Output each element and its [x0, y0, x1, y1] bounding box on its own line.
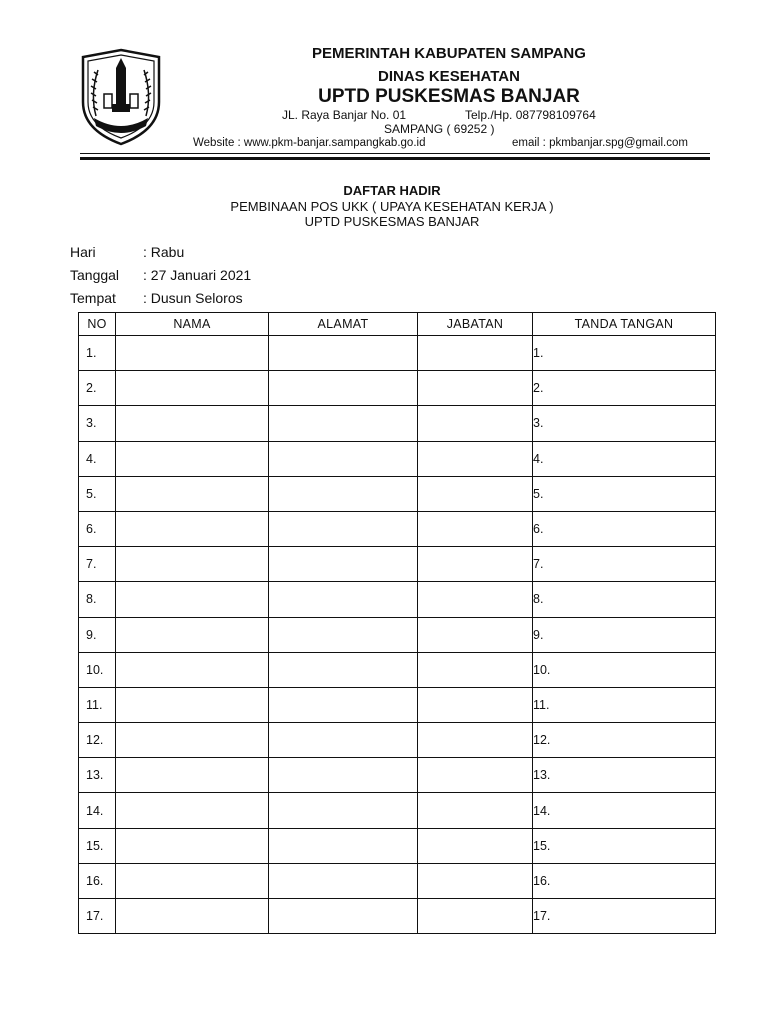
alamat-cell[interactable]	[269, 441, 418, 476]
letterhead-divider-thick	[80, 157, 710, 160]
letterhead-website: Website : www.pkm-banjar.sampangkab.go.id	[193, 137, 426, 149]
nama-cell[interactable]	[116, 336, 269, 371]
alamat-cell[interactable]	[269, 617, 418, 652]
signature-cell[interactable]: 10.	[533, 652, 716, 687]
jabatan-cell[interactable]	[418, 582, 533, 617]
table-row	[79, 371, 716, 406]
jabatan-cell[interactable]	[418, 863, 533, 898]
table-row	[79, 863, 716, 898]
row-number: 1.	[79, 336, 116, 371]
row-number: 2.	[79, 371, 116, 406]
nama-cell[interactable]	[116, 371, 269, 406]
signature-cell[interactable]: 8.	[533, 582, 716, 617]
jabatan-cell[interactable]	[418, 511, 533, 546]
jabatan-cell[interactable]	[418, 687, 533, 722]
row-number: 3.	[79, 406, 116, 441]
table-row	[79, 758, 716, 793]
letterhead-unit: UPTD PUSKESMAS BANJAR	[318, 86, 580, 107]
row-number: 11.	[79, 687, 116, 722]
jabatan-cell[interactable]	[418, 441, 533, 476]
tempat-value: : Dusun Seloros	[143, 290, 243, 306]
nama-cell[interactable]	[116, 863, 269, 898]
row-number: 13.	[79, 758, 116, 793]
signature-cell[interactable]: 5.	[533, 476, 716, 511]
jabatan-cell[interactable]	[418, 336, 533, 371]
nama-cell[interactable]	[116, 406, 269, 441]
table-header-row	[79, 313, 716, 336]
signature-cell[interactable]: 16.	[533, 863, 716, 898]
row-number: 17.	[79, 899, 116, 934]
table-row	[79, 828, 716, 863]
nama-cell[interactable]	[116, 441, 269, 476]
alamat-cell[interactable]	[269, 899, 418, 934]
alamat-cell[interactable]	[269, 511, 418, 546]
table-row	[79, 899, 716, 934]
table-row	[79, 793, 716, 828]
jabatan-cell[interactable]	[418, 547, 533, 582]
header-alamat: ALAMAT	[269, 313, 418, 336]
alamat-cell[interactable]	[269, 582, 418, 617]
signature-cell[interactable]: 11.	[533, 687, 716, 722]
letterhead-divider-thin	[80, 153, 710, 154]
nama-cell[interactable]	[116, 476, 269, 511]
letterhead-city: SAMPANG ( 69252 )	[384, 122, 495, 136]
header-no: NO	[79, 313, 116, 336]
nama-cell[interactable]	[116, 828, 269, 863]
row-number: 15.	[79, 828, 116, 863]
table-row	[79, 652, 716, 687]
alamat-cell[interactable]	[269, 652, 418, 687]
row-number: 6.	[79, 511, 116, 546]
row-number: 8.	[79, 582, 116, 617]
signature-cell[interactable]: 2.	[533, 371, 716, 406]
nama-cell[interactable]	[116, 582, 269, 617]
alamat-cell[interactable]	[269, 406, 418, 441]
nama-cell[interactable]	[116, 793, 269, 828]
nama-cell[interactable]	[116, 899, 269, 934]
letterhead-department: DINAS KESEHATAN	[378, 68, 520, 85]
alamat-cell[interactable]	[269, 476, 418, 511]
alamat-cell[interactable]	[269, 336, 418, 371]
signature-cell[interactable]: 9.	[533, 617, 716, 652]
row-number: 10.	[79, 652, 116, 687]
jabatan-cell[interactable]	[418, 476, 533, 511]
table-row	[79, 441, 716, 476]
row-number: 9.	[79, 617, 116, 652]
tanggal-label: Tanggal	[70, 267, 120, 283]
row-number: 14.	[79, 793, 116, 828]
tanggal-value: : 27 Januari 2021	[143, 267, 252, 283]
nama-cell[interactable]	[116, 617, 269, 652]
alamat-cell[interactable]	[269, 758, 418, 793]
table-row	[79, 336, 716, 371]
letterhead-government: PEMERINTAH KABUPATEN SAMPANG	[312, 45, 586, 62]
jabatan-cell[interactable]	[418, 758, 533, 793]
jabatan-cell[interactable]	[418, 371, 533, 406]
table-row	[79, 687, 716, 722]
letterhead-email: email : pkmbanjar.spg@gmail.com	[512, 137, 688, 149]
row-number: 16.	[79, 863, 116, 898]
header-tanda-tangan: TANDA TANGAN	[533, 313, 716, 336]
hari-value: : Rabu	[143, 244, 185, 260]
hari-label: Hari	[70, 244, 96, 260]
signature-cell[interactable]: 6.	[533, 511, 716, 546]
document-subtitle-unit: UPTD PUSKESMAS BANJAR	[304, 214, 480, 229]
signature-cell[interactable]: 14.	[533, 793, 716, 828]
header-jabatan: JABATAN	[418, 313, 533, 336]
signature-cell[interactable]: 12.	[533, 723, 716, 758]
jabatan-cell[interactable]	[418, 617, 533, 652]
jabatan-cell[interactable]	[418, 899, 533, 934]
table-row	[79, 476, 716, 511]
alamat-cell[interactable]	[269, 828, 418, 863]
signature-cell[interactable]: 13.	[533, 758, 716, 793]
document-subtitle: PEMBINAAN POS UKK ( UPAYA KESEHATAN KERJA )	[230, 199, 554, 214]
jabatan-cell[interactable]	[418, 406, 533, 441]
nama-cell[interactable]	[116, 547, 269, 582]
document-title: DAFTAR HADIR	[343, 183, 441, 198]
table-row	[79, 723, 716, 758]
nama-cell[interactable]	[116, 652, 269, 687]
table-row	[79, 406, 716, 441]
alamat-cell[interactable]	[269, 863, 418, 898]
jabatan-cell[interactable]	[418, 652, 533, 687]
alamat-cell[interactable]	[269, 793, 418, 828]
nama-cell[interactable]	[116, 723, 269, 758]
table-row	[79, 617, 716, 652]
nama-cell[interactable]	[116, 511, 269, 546]
table-row	[79, 582, 716, 617]
alamat-cell[interactable]	[269, 723, 418, 758]
signature-cell[interactable]: 7.	[533, 547, 716, 582]
row-number: 7.	[79, 547, 116, 582]
jabatan-cell[interactable]	[418, 828, 533, 863]
nama-cell[interactable]	[116, 758, 269, 793]
alamat-cell[interactable]	[269, 371, 418, 406]
table-row	[79, 547, 716, 582]
table-row	[79, 511, 716, 546]
alamat-cell[interactable]	[269, 687, 418, 722]
signature-cell[interactable]: 1.	[533, 336, 716, 371]
tempat-label: Tempat	[70, 290, 116, 306]
letterhead-address: JL. Raya Banjar No. 01	[282, 108, 407, 122]
signature-cell[interactable]: 3.	[533, 406, 716, 441]
row-number: 12.	[79, 723, 116, 758]
signature-cell[interactable]: 15.	[533, 828, 716, 863]
row-number: 4.	[79, 441, 116, 476]
alamat-cell[interactable]	[269, 547, 418, 582]
nama-cell[interactable]	[116, 687, 269, 722]
signature-cell[interactable]: 17.	[533, 899, 716, 934]
header-nama: NAMA	[116, 313, 269, 336]
jabatan-cell[interactable]	[418, 793, 533, 828]
signature-cell[interactable]: 4.	[533, 441, 716, 476]
jabatan-cell[interactable]	[418, 723, 533, 758]
row-number: 5.	[79, 476, 116, 511]
letterhead-phone: Telp./Hp. 087798109764	[465, 108, 596, 122]
attendance-table	[78, 312, 716, 934]
